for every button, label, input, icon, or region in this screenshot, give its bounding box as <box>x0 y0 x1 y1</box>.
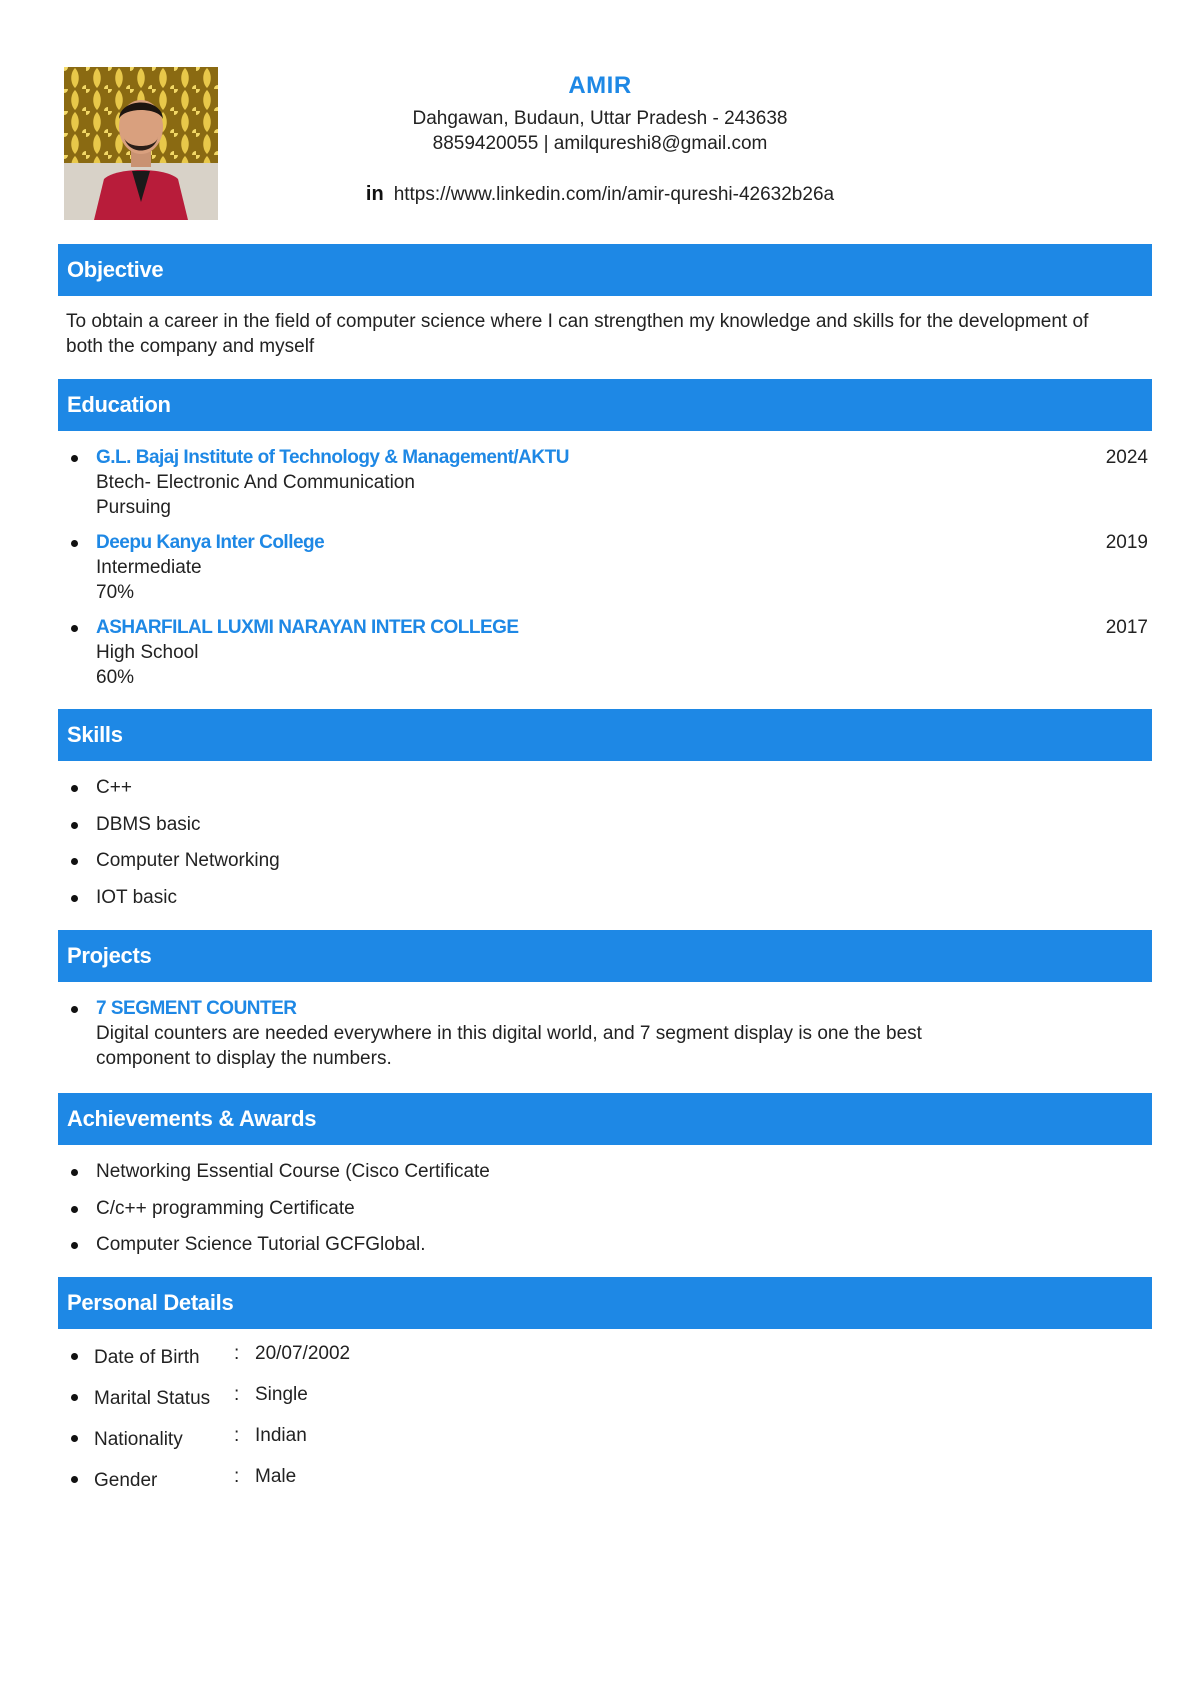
personal-detail-row <box>0 1341 1200 1382</box>
education-list <box>0 445 1200 700</box>
detail-colon: : <box>234 1384 240 1405</box>
bullet <box>71 455 78 462</box>
skill-label: Computer Networking <box>96 850 280 871</box>
achievement-label: C/c++ programming Certificate <box>96 1197 355 1219</box>
detail-value: Male <box>255 1466 297 1487</box>
institution-name: Deepu Kanya Inter College <box>96 532 325 553</box>
institution-name: ASHARFILAL LUXMI NARAYAN INTER COLLEGE <box>96 617 519 638</box>
detail-value: Single <box>255 1384 308 1405</box>
detail-colon: : <box>234 1343 240 1364</box>
education-year: 2017 <box>1105 617 1148 638</box>
personal-detail-row <box>0 1423 1200 1464</box>
skill-item <box>0 775 1200 812</box>
linkedin-url[interactable]: https://www.linkedin.com/in/amir-qureshi-42632b26a <box>393 184 835 205</box>
section-achievements-header: Achievements & Awards <box>58 1093 1152 1145</box>
bullet <box>71 822 78 829</box>
education-status: Pursuing <box>96 497 171 518</box>
personal-detail-row <box>0 1382 1200 1423</box>
resume-header <box>0 0 1200 230</box>
project-description: Digital counters are needed everywhere in this digital world, and 7 segment display is one the best component to display the numbers. <box>96 1023 922 1069</box>
education-item <box>0 615 1200 700</box>
education-item <box>0 445 1200 530</box>
section-skills-header: Skills <box>58 709 1152 761</box>
personal-details-list <box>0 1341 1200 1505</box>
projects-list <box>0 996 1200 1071</box>
bullet <box>71 1006 78 1013</box>
bullet <box>71 1242 78 1249</box>
achievement-label: Networking Essential Course (Cisco Certificate <box>96 1161 490 1182</box>
skill-label: C++ <box>96 777 132 798</box>
detail-colon: : <box>234 1425 240 1446</box>
bullet <box>71 1476 78 1483</box>
skill-item <box>0 848 1200 885</box>
section-education-header: Education <box>58 379 1152 431</box>
skill-item <box>0 885 1200 922</box>
candidate-name: AMIR <box>568 72 632 99</box>
degree: Btech- Electronic And Communication <box>96 472 415 493</box>
personal-detail-row <box>0 1464 1200 1505</box>
bullet <box>71 785 78 792</box>
linkedin-icon: in <box>365 183 384 205</box>
bullet <box>71 1206 78 1213</box>
detail-label: Nationality <box>94 1429 183 1450</box>
project-item <box>0 996 1200 1071</box>
education-item <box>0 530 1200 615</box>
skill-item <box>0 812 1200 849</box>
bullet <box>71 895 78 902</box>
education-status: 70% <box>96 582 135 603</box>
bullet <box>71 858 78 865</box>
project-title: 7 SEGMENT COUNTER <box>96 998 297 1019</box>
bullet <box>71 1353 78 1360</box>
skill-label: DBMS basic <box>96 813 201 835</box>
degree: Intermediate <box>96 557 202 578</box>
address: Dahgawan, Budaun, Uttar Pradesh - 243638 <box>412 108 788 129</box>
degree: High School <box>96 642 199 663</box>
bullet <box>71 540 78 547</box>
education-year: 2024 <box>1105 447 1148 468</box>
bullet <box>71 1169 78 1176</box>
bullet <box>71 1394 78 1401</box>
detail-value: Indian <box>255 1425 307 1446</box>
detail-label: Marital Status <box>94 1388 211 1409</box>
bullet <box>71 625 78 632</box>
education-status: 60% <box>96 667 135 688</box>
detail-label: Date of Birth <box>94 1347 200 1368</box>
achievements-list <box>0 1159 1200 1269</box>
contact-info: 8859420055 | amilqureshi8@gmail.com <box>432 133 768 154</box>
profile-photo <box>64 67 218 220</box>
institution-name: G.L. Bajaj Institute of Technology & Management/AKTU <box>96 447 569 468</box>
linkedin-row <box>240 183 960 206</box>
achievement-item <box>0 1232 1200 1269</box>
skills-list <box>0 775 1200 921</box>
detail-colon: : <box>234 1466 240 1487</box>
objective-text: To obtain a career in the field of computer science where I can strengthen my knowledge and skills for the development of both the company and myself <box>66 311 1089 357</box>
achievement-label: Computer Science Tutorial GCFGlobal. <box>96 1234 426 1255</box>
section-personal-header: Personal Details <box>58 1277 1152 1329</box>
achievement-item <box>0 1196 1200 1233</box>
bullet <box>71 1435 78 1442</box>
education-year: 2019 <box>1105 532 1148 553</box>
skill-label: IOT basic <box>96 886 177 908</box>
section-projects-header: Projects <box>58 930 1152 982</box>
achievement-item <box>0 1159 1200 1196</box>
detail-value: 20/07/2002 <box>255 1343 351 1364</box>
detail-label: Gender <box>94 1470 158 1491</box>
section-objective-header: Objective <box>58 244 1152 296</box>
